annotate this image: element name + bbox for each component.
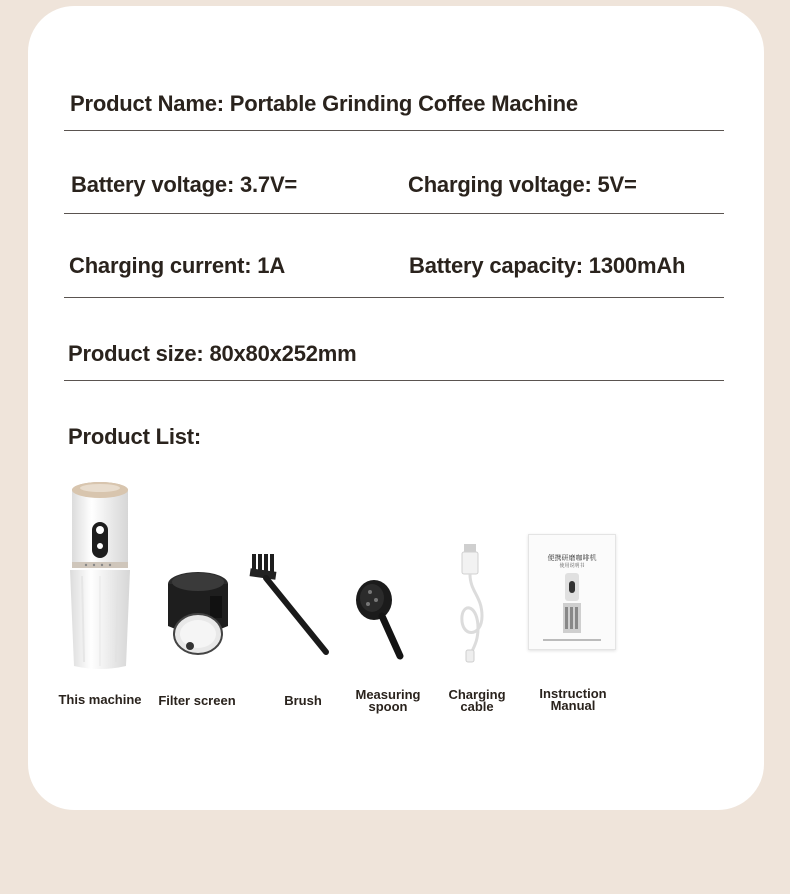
product-label [523, 688, 623, 712]
manual-machine-image [559, 571, 585, 641]
manual-footer-line [543, 639, 601, 641]
filter-screen-icon [160, 566, 236, 662]
divider [64, 380, 724, 381]
divider [64, 297, 724, 298]
product-size-text: Product size: 80x80x252mm [68, 341, 357, 366]
battery-capacity-text: Battery capacity: 1300mAh [409, 253, 686, 278]
measuring-spoon-icon [352, 578, 412, 662]
manual-cover-subtitle: 使用说明书 [559, 563, 585, 569]
battery-voltage-text: Battery voltage: 3.7V= [71, 172, 298, 197]
coffee-machine-icon [62, 476, 138, 676]
label-line: Manual [550, 698, 596, 713]
charging-voltage-text: Charging voltage: 5V= [408, 172, 637, 197]
product-label [338, 689, 438, 713]
label-line: Instruction [539, 686, 607, 701]
label-line: Brush [284, 693, 322, 708]
divider [64, 130, 724, 131]
product-name-text: Product Name: Portable Grinding Coffee Machine [70, 91, 578, 116]
label-line: cable [460, 699, 494, 714]
product-label [50, 694, 150, 706]
label-line: Measuring [355, 687, 421, 702]
product-label [147, 695, 247, 707]
label-line: This machine [58, 692, 142, 707]
instruction-manual-icon [528, 534, 616, 650]
label-line: Filter screen [158, 693, 236, 708]
label-line: spoon [368, 699, 408, 714]
charging-current-text: Charging current: 1A [69, 253, 286, 278]
label-line: Charging [448, 687, 506, 702]
charging-cable-icon [452, 542, 496, 666]
brush-icon [246, 552, 336, 662]
manual-cover-title: 便携研磨咖啡机 [547, 555, 597, 562]
product-list-heading: Product List: [68, 424, 202, 449]
divider [64, 213, 724, 214]
product-label [427, 689, 527, 713]
